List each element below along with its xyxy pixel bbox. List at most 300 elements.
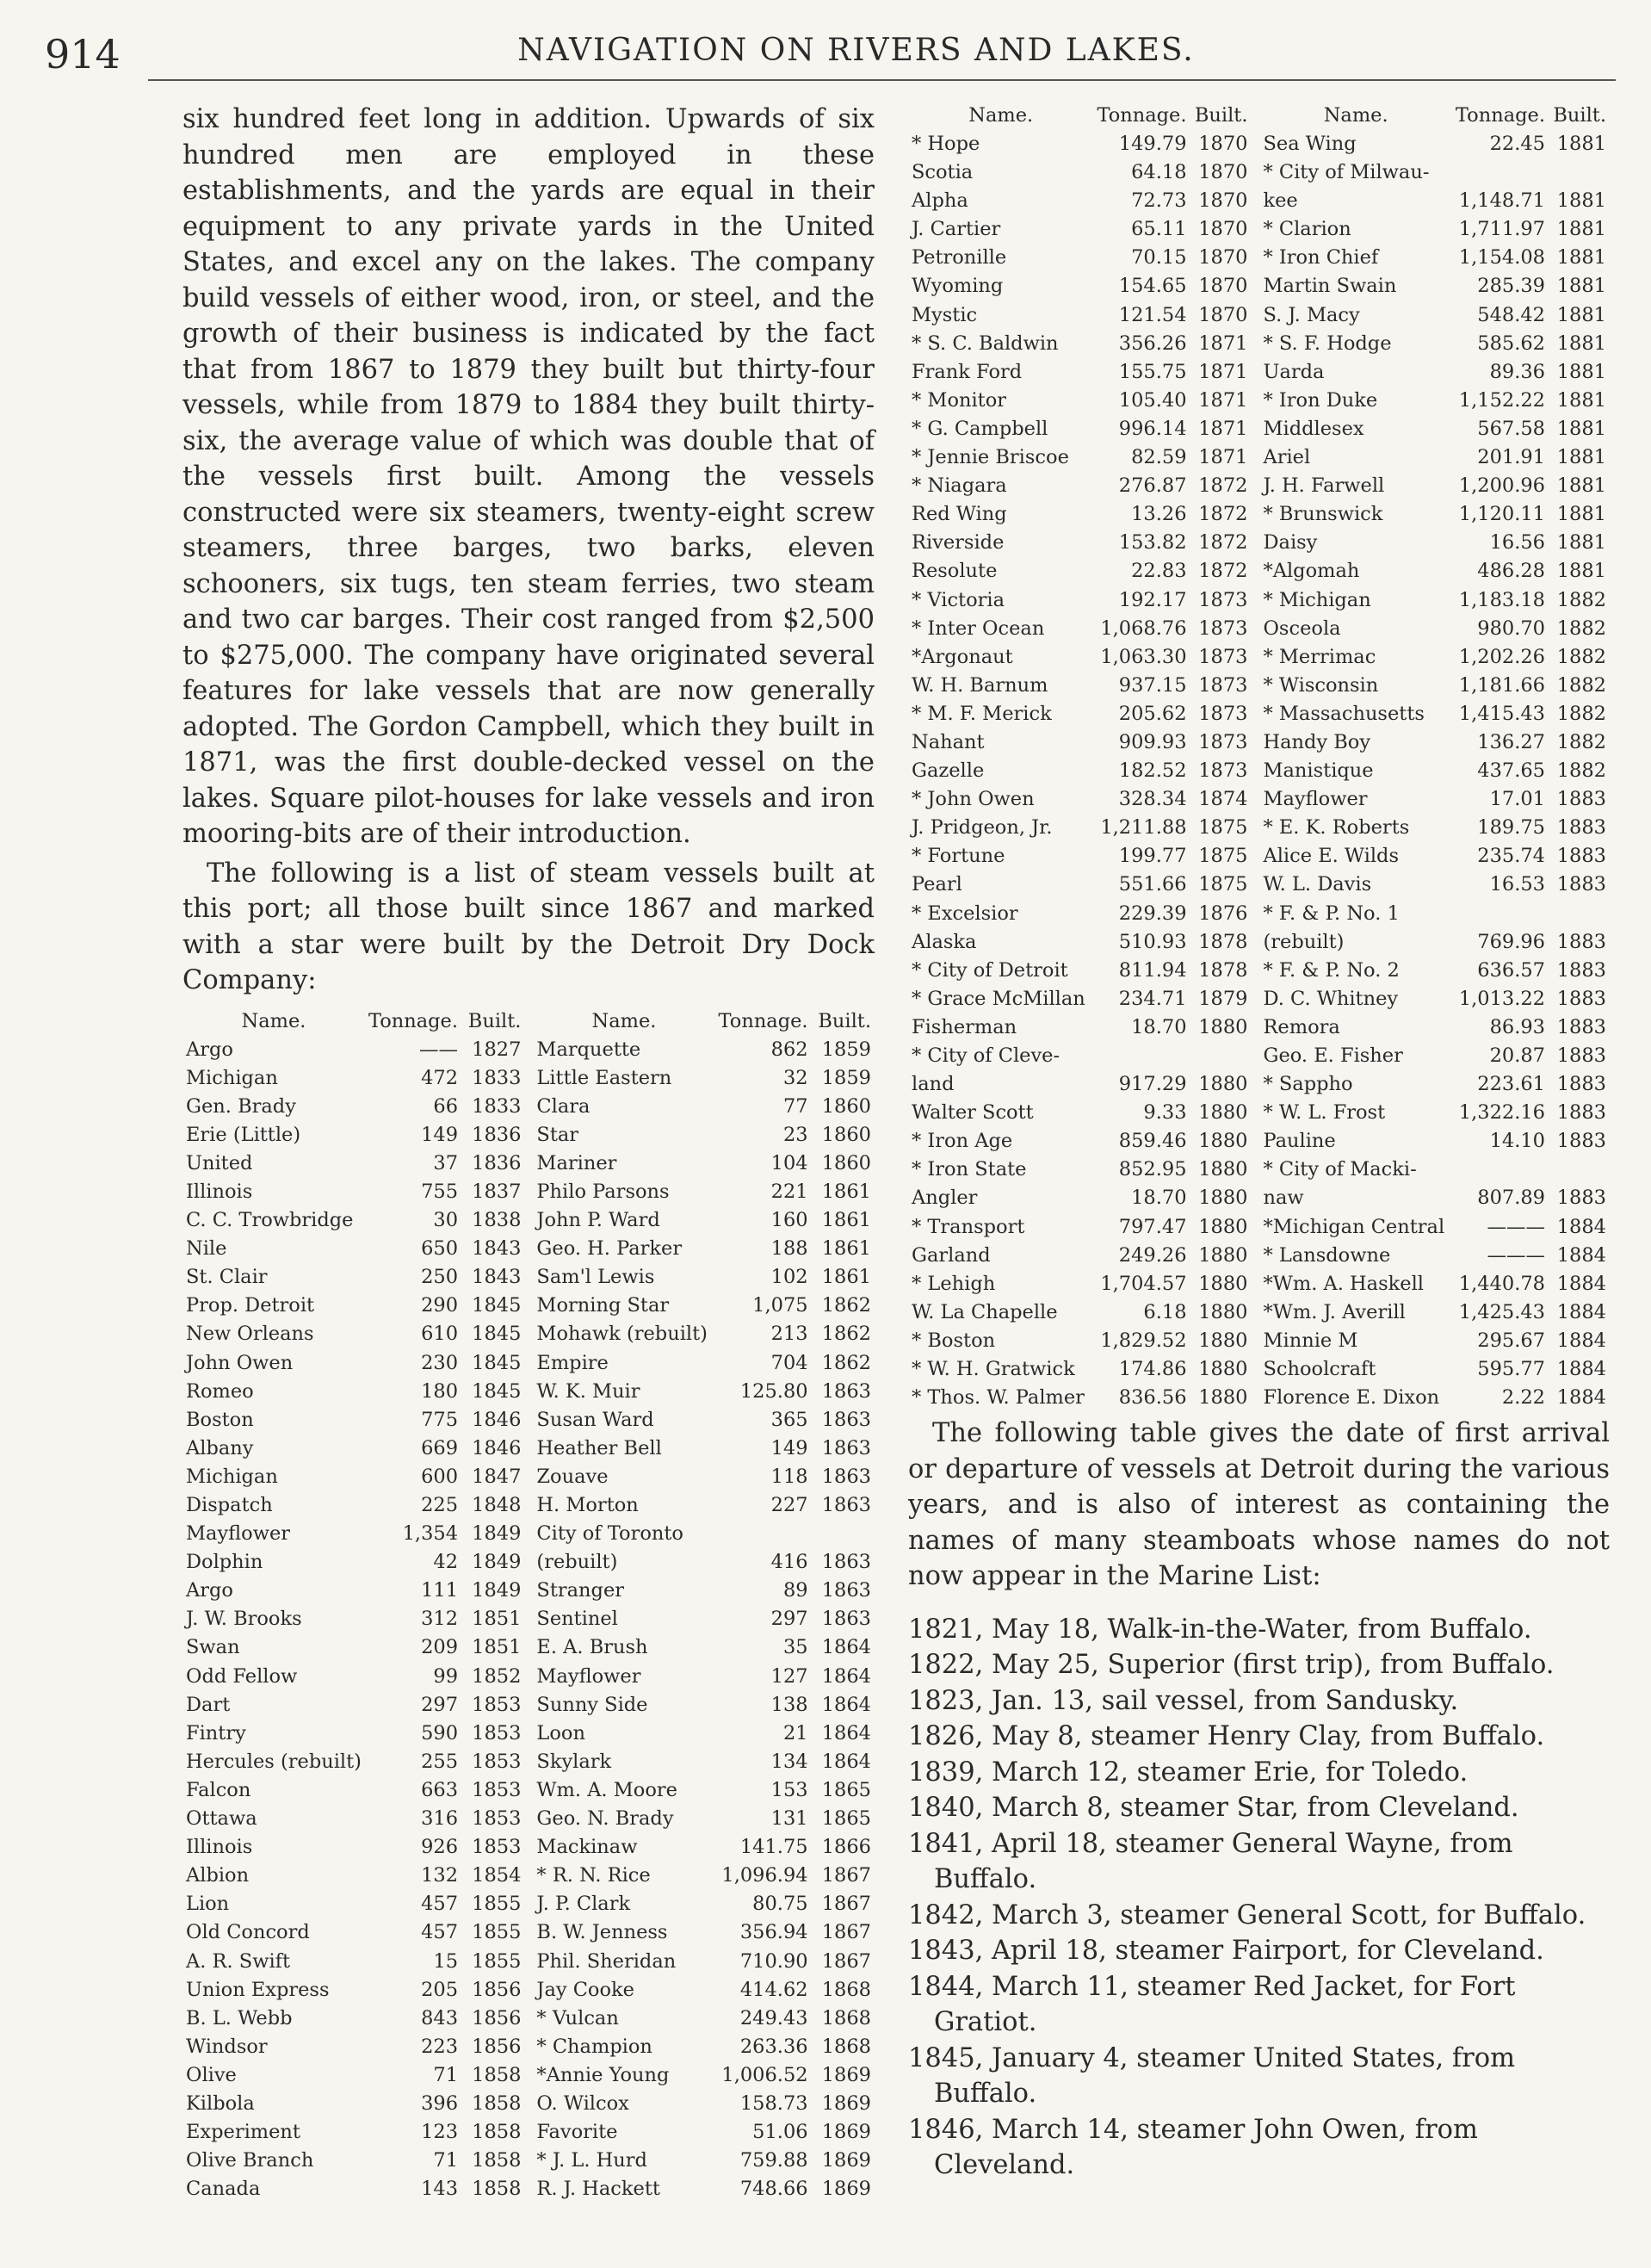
- tonnage-cell: 457: [421, 1921, 459, 1944]
- tonnage-cell: 18.70: [1131, 1015, 1187, 1038]
- tonnage-cell: 297: [770, 1608, 808, 1631]
- vessel-name-cell: * J. L. Hurd: [536, 2149, 647, 2172]
- tonnage-cell: 1,063.30: [1100, 645, 1187, 668]
- table-header-row: [182, 1007, 875, 1036]
- tonnage-cell: 64.18: [1131, 161, 1187, 184]
- vessel-name-cell: Lion: [186, 1893, 230, 1916]
- vessel-name-cell: Romeo: [186, 1379, 254, 1403]
- tonnage-cell: 105.40: [1118, 388, 1187, 412]
- built-year-cell: 1881: [1556, 360, 1606, 383]
- tonnage-cell: 136.27: [1477, 730, 1545, 753]
- tonnage-cell: 158.73: [739, 2091, 808, 2115]
- tonnage-cell: 230: [421, 1351, 459, 1374]
- built-year-cell: [1549, 900, 1610, 928]
- tonnage-cell: 610: [421, 1323, 459, 1346]
- tonnage-cell: [1452, 900, 1549, 928]
- tonnage-cell: 1,202.26: [1458, 645, 1545, 668]
- tonnage-cell: 328.34: [1118, 788, 1187, 811]
- built-year-cell: 1867: [821, 1921, 871, 1944]
- tonnage-cell: 35: [782, 1636, 808, 1659]
- vessel-name-cell: W. L. Davis: [1263, 873, 1372, 896]
- vessel-name-cell: Dart: [186, 1693, 231, 1716]
- built-year-cell: 1880: [1198, 1015, 1248, 1038]
- built-year-cell: 1881: [1556, 218, 1606, 241]
- chronology-item: 1842, March 3, steamer General Scott, for Buffalo.: [908, 1899, 1586, 1930]
- table-row: [182, 2175, 875, 2203]
- built-year-cell: 1870: [1198, 275, 1248, 298]
- chronology-list: [908, 1612, 1610, 2184]
- table-row: [908, 330, 1610, 358]
- table-row: [908, 158, 1610, 187]
- vessel-name-cell: Little Eastern: [536, 1066, 672, 1089]
- vessel-name-cell: St. Clair: [186, 1266, 268, 1289]
- vessel-name-cell: Middlesex: [1263, 417, 1364, 440]
- built-year-cell: 1872: [1198, 531, 1248, 555]
- tonnage-cell: 980.70: [1477, 617, 1545, 640]
- built-year-cell: 1853: [472, 1750, 522, 1773]
- tonnage-cell: 1,120.11: [1458, 503, 1545, 526]
- tonnage-cell: 21: [782, 1721, 808, 1744]
- chronology-item: 1841, April 18, steamer General Wayne, from Buffalo.: [908, 1828, 1513, 1895]
- built-year-cell: 1862: [821, 1294, 871, 1317]
- tonnage-cell: 437.65: [1477, 759, 1545, 783]
- built-year-cell: 1883: [1556, 1130, 1606, 1153]
- built-year-cell: 1873: [1198, 617, 1248, 640]
- vessel-name-cell: Argo: [186, 1579, 233, 1602]
- built-year-cell: 1865: [821, 1807, 871, 1831]
- built-year-cell: 1884: [1556, 1215, 1606, 1238]
- vessel-name-cell: Red Wing: [912, 503, 1007, 526]
- table-row: [182, 1918, 875, 1947]
- table-row: [182, 1491, 875, 1520]
- vessel-name-cell: Angler: [912, 1187, 978, 1210]
- built-year-cell: 1872: [1198, 560, 1248, 583]
- vessel-name-cell: New Orleans: [186, 1323, 314, 1346]
- column-header: Name.: [1323, 104, 1388, 127]
- vessel-name-cell: Alpha: [912, 189, 968, 213]
- vessel-name-cell: W. H. Barnum: [912, 673, 1048, 697]
- left-column: [182, 102, 875, 2203]
- built-year-cell: 1881: [1556, 446, 1606, 469]
- tonnage-cell: 595.77: [1477, 1358, 1545, 1381]
- vessel-name-cell: * W. L. Frost: [1263, 1101, 1386, 1125]
- built-year-cell: 1861: [821, 1180, 871, 1203]
- tonnage-cell: 227: [770, 1494, 808, 1516]
- table-row: [908, 672, 1610, 700]
- built-year-cell: 1867: [821, 1864, 871, 1887]
- built-year-cell: 1882: [1556, 702, 1606, 725]
- tonnage-cell: 1,211.88: [1100, 816, 1187, 840]
- vessel-name-cell: Daisy: [1263, 531, 1318, 555]
- vessel-name-cell: Garland: [912, 1243, 991, 1267]
- tonnage-cell: 225: [421, 1494, 459, 1516]
- built-year-cell: 1854: [472, 1864, 522, 1887]
- body-paragraph: six hundred feet long in addition. Upwards of six hundred men are employed in these establishments, and the yards are equal in their equipment to any private yards in the United States, and excel any on the lakes. The company build vessels of either wood, iron, or steel, and the growth of their business is indicated by the fact that from 1867 to 1879 they built but thirty-four vessels, while from 1879 to 1884 they built thirty-six, the average value of which was double that of the vessels first built. Among the vessels constructed were six steamers, twenty-eight screw steamers, three barges, two barks, eleven schooners, six tugs, ten steam ferries, two steam and two car barges. Their cost ranged from $2,500 to $275,000. The company have originated several features for lake vessels that are now generally adopted. The Gordon Campbell, which they built in 1871, was the first double-decked vessel on the lakes. Square pilot-houses for lake vessels and iron mooring-bits are of their introduction.: [182, 104, 875, 849]
- tonnage-cell: 82.59: [1131, 446, 1187, 469]
- vessel-name-cell: Boston: [186, 1408, 254, 1431]
- table-row: [908, 1213, 1610, 1242]
- built-year-cell: 1864: [821, 1664, 871, 1688]
- vessel-name-cell: Argo: [186, 1038, 233, 1061]
- built-year-cell: 1865: [821, 1778, 871, 1801]
- built-year-cell: 1873: [1198, 730, 1248, 753]
- vessel-name-cell: land: [912, 1073, 955, 1096]
- tonnage-cell: 356.26: [1118, 332, 1187, 355]
- vessel-name-cell: Sentinel: [536, 1608, 618, 1631]
- built-year-cell: 1883: [1556, 845, 1606, 868]
- built-year-cell: 1858: [472, 2121, 522, 2144]
- vessel-name-cell: W. La Chapelle: [912, 1300, 1058, 1323]
- tonnage-cell: 926: [421, 1836, 459, 1859]
- table-row: [908, 557, 1610, 586]
- chronology-item: 1823, Jan. 13, sail vessel, from Sandusky.: [908, 1685, 1459, 1716]
- table-row: [908, 1242, 1610, 1270]
- tonnage-cell: 836.56: [1118, 1386, 1187, 1410]
- tonnage-cell: 249.43: [739, 2006, 808, 2029]
- vessel-name-cell: Ariel: [1263, 446, 1311, 469]
- tonnage-cell: 71: [433, 2149, 459, 2172]
- vessel-name-cell: * Inter Ocean: [912, 617, 1045, 640]
- table-row: [182, 1976, 875, 2005]
- chronology-item: 1822, May 25, Superior (first trip), from Buffalo.: [908, 1650, 1555, 1681]
- built-year-cell: 1836: [472, 1151, 522, 1174]
- vessel-name-cell: Petronille: [912, 246, 1007, 270]
- column-header: Name.: [241, 1009, 306, 1032]
- tonnage-cell: 356.94: [739, 1921, 808, 1944]
- vessel-name-cell: * Merrimac: [1263, 645, 1376, 668]
- table-row: [182, 1805, 875, 1833]
- tonnage-cell: 16.56: [1489, 531, 1545, 555]
- tonnage-cell: 1,425.43: [1458, 1300, 1545, 1323]
- vessel-name-cell: * G. Campbell: [912, 417, 1048, 440]
- built-year-cell: 1859: [821, 1038, 871, 1061]
- tonnage-cell: 223.61: [1477, 1073, 1545, 1096]
- built-year-cell: 1853: [472, 1807, 522, 1831]
- vessel-name-cell: Swan: [186, 1636, 240, 1659]
- built-year-cell: 1859: [821, 1066, 871, 1089]
- table-row: [908, 928, 1610, 957]
- vessel-name-cell: Mayflower: [186, 1522, 291, 1546]
- built-year-cell: 1869: [821, 2178, 871, 2201]
- tonnage-cell: 118: [770, 1465, 808, 1488]
- table-row: [908, 586, 1610, 615]
- built-year-cell: 1882: [1556, 645, 1606, 668]
- tonnage-cell: 6.18: [1143, 1300, 1187, 1323]
- built-year-cell: 1881: [1556, 474, 1606, 498]
- vessel-name-cell: Odd Fellow: [186, 1664, 298, 1688]
- tonnage-cell: 636.57: [1477, 958, 1545, 982]
- vessel-name-cell: Clara: [536, 1094, 591, 1118]
- chronology-item: 1843, April 18, steamer Fairport, for Cleveland.: [908, 1936, 1544, 1967]
- table-row: [908, 244, 1610, 272]
- vessel-name-cell: Pearl: [912, 873, 962, 896]
- vessel-name-cell: Minnie M: [1263, 1329, 1358, 1352]
- built-year-cell: 1867: [821, 1893, 871, 1916]
- vessel-name-cell: Dolphin: [186, 1551, 263, 1574]
- built-year-cell: 1873: [1198, 702, 1248, 725]
- tonnage-cell: 650: [421, 1237, 459, 1261]
- vessel-name-cell: Erie (Little): [186, 1123, 301, 1146]
- built-year-cell: 1875: [1198, 845, 1248, 868]
- table-row: [908, 1099, 1610, 1127]
- tonnage-cell: 102: [770, 1266, 808, 1289]
- tonnage-cell: 567.58: [1477, 417, 1545, 440]
- built-year-cell: 1875: [1198, 816, 1248, 840]
- built-year-cell: 1881: [1556, 246, 1606, 270]
- built-year-cell: 1863: [821, 1551, 871, 1574]
- tonnage-cell: 249.26: [1118, 1243, 1187, 1267]
- tonnage-cell: 89.36: [1489, 360, 1545, 383]
- built-year-cell: 1883: [1556, 1073, 1606, 1096]
- tonnage-cell: 189.75: [1477, 816, 1545, 840]
- table-header-row: [908, 102, 1610, 130]
- table-row: [908, 700, 1610, 728]
- running-title: NAVIGATION ON RIVERS AND LAKES.: [517, 33, 1195, 68]
- vessel-name-cell: J. H. Farwell: [1263, 474, 1385, 498]
- tonnage-cell: 205: [421, 1978, 459, 2001]
- tonnage-cell: 111: [421, 1579, 459, 1602]
- vessel-name-cell: * Hope: [912, 133, 980, 155]
- vessel-name-cell: Favorite: [536, 2121, 618, 2144]
- tonnage-cell: 250: [421, 1266, 459, 1289]
- vessel-name-cell: Alaska: [912, 930, 977, 953]
- built-year-cell: 1863: [821, 1579, 871, 1602]
- built-year-cell: 1883: [1556, 816, 1606, 840]
- vessel-name-cell: Falcon: [186, 1778, 251, 1801]
- built-year-cell: 1864: [821, 1750, 871, 1773]
- vessel-name-cell: * City of Milwau-: [1263, 161, 1430, 184]
- table-row: [908, 130, 1610, 158]
- tonnage-cell: 1,013.22: [1458, 987, 1545, 1010]
- vessel-name-cell: A. R. Swift: [186, 1949, 291, 1973]
- tonnage-cell: 263.36: [739, 2035, 808, 2058]
- built-year-cell: 1836: [472, 1123, 522, 1146]
- built-year-cell: 1876: [1198, 902, 1248, 925]
- tonnage-cell: 205.62: [1118, 702, 1187, 725]
- vessel-name-cell: Uarda: [1263, 360, 1325, 383]
- tonnage-cell: 859.46: [1118, 1130, 1187, 1153]
- built-year-cell: 1883: [1556, 1187, 1606, 1210]
- tonnage-cell: 127: [770, 1664, 808, 1688]
- tonnage-cell: 909.93: [1118, 730, 1187, 753]
- table-row: [908, 1298, 1610, 1327]
- table-row: [182, 1149, 875, 1178]
- vessel-name-cell: * Champion: [536, 2035, 652, 2058]
- table-row: [182, 1862, 875, 1890]
- header-rule: [148, 79, 1616, 81]
- vessel-name-cell: *Wm. A. Haskell: [1263, 1272, 1424, 1295]
- vessel-name-cell: Resolute: [912, 560, 998, 583]
- tonnage-cell: 70.15: [1131, 246, 1187, 270]
- vessel-name-cell: Loon: [536, 1721, 585, 1744]
- vessel-name-cell: * John Owen: [912, 788, 1035, 811]
- tonnage-cell: 20.87: [1489, 1044, 1545, 1067]
- right-column: [908, 102, 1610, 2184]
- built-year-cell: 1843: [472, 1266, 522, 1289]
- table-row: [182, 1520, 875, 1548]
- table-row: [182, 1093, 875, 1121]
- built-year-cell: 1879: [1198, 987, 1248, 1010]
- vessel-name-cell: B. W. Jenness: [536, 1921, 668, 1944]
- built-year-cell: 1884: [1556, 1300, 1606, 1323]
- tonnage-cell: 22.83: [1131, 560, 1187, 583]
- vessel-name-cell: W. K. Muir: [536, 1379, 640, 1403]
- built-year-cell: 1882: [1556, 617, 1606, 640]
- built-year-cell: 1880: [1198, 1130, 1248, 1153]
- tonnage-cell: 365: [770, 1408, 808, 1431]
- table-row: [908, 1156, 1610, 1184]
- tonnage-cell: 235.74: [1477, 845, 1545, 868]
- tonnage-cell: 209: [421, 1636, 459, 1659]
- vessel-name-cell: Heather Bell: [536, 1436, 662, 1459]
- vessel-name-cell: *Algomah: [1263, 560, 1360, 583]
- vessel-name-cell: S. J. Macy: [1263, 303, 1360, 326]
- page-number: 914: [45, 31, 121, 77]
- tonnage-cell: 1,183.18: [1458, 588, 1545, 611]
- tonnage-cell: 199.77: [1118, 845, 1187, 868]
- tonnage-cell: 132: [421, 1864, 459, 1887]
- vessel-name-cell: * Excelsior: [912, 902, 1018, 925]
- built-year-cell: 1884: [1556, 1272, 1606, 1295]
- table-row: [908, 900, 1610, 928]
- chronology-item: 1826, May 8, steamer Henry Clay, from Buffalo.: [908, 1721, 1545, 1752]
- table-row: [908, 757, 1610, 785]
- tonnage-cell: 1,829.52: [1100, 1329, 1187, 1352]
- built-year-cell: 1851: [472, 1608, 522, 1631]
- vessel-name-cell: R. J. Hackett: [536, 2178, 660, 2201]
- column-header: Built.: [818, 1009, 871, 1032]
- built-year-cell: 1880: [1198, 1215, 1248, 1238]
- built-year-cell: 1883: [1556, 873, 1606, 896]
- table-row: [908, 985, 1610, 1013]
- vessel-name-cell: * Michigan: [1263, 588, 1371, 611]
- built-year-cell: 1863: [821, 1436, 871, 1459]
- built-year-cell: 1881: [1556, 531, 1606, 555]
- vessel-name-cell: Dispatch: [186, 1494, 273, 1516]
- built-year-cell: 1833: [472, 1094, 522, 1118]
- vessel-name-cell: Scotia: [912, 161, 974, 184]
- table-row: [908, 187, 1610, 215]
- vessel-name-cell: * Lansdowne: [1263, 1243, 1391, 1267]
- chronology-item: 1845, January 4, steamer United States, from Buffalo.: [908, 2042, 1516, 2110]
- built-year-cell: 1871: [1198, 360, 1248, 383]
- built-year-cell: 1845: [472, 1351, 522, 1374]
- table-row: [908, 1042, 1610, 1070]
- vessel-name-cell: * Monitor: [912, 388, 1007, 412]
- vessel-name-cell: Frank Ford: [912, 360, 1023, 383]
- vessel-name-cell: Albany: [186, 1436, 254, 1459]
- built-year-cell: 1846: [472, 1436, 522, 1459]
- built-year-cell: 1852: [472, 1664, 522, 1688]
- built-year-cell: 1849: [472, 1551, 522, 1574]
- built-year-cell: 1843: [472, 1237, 522, 1261]
- tonnage-cell: 138: [770, 1693, 808, 1716]
- tonnage-cell: 1,440.78: [1458, 1272, 1545, 1295]
- built-year-cell: 1880: [1198, 1272, 1248, 1295]
- built-year-cell: 1868: [821, 2006, 871, 2029]
- tonnage-cell: 285.39: [1477, 275, 1545, 298]
- tonnage-cell: 759.88: [739, 2149, 808, 2172]
- built-year-cell: 1883: [1556, 987, 1606, 1010]
- table-row: [182, 1633, 875, 1662]
- vessel-name-cell: Marquette: [536, 1038, 641, 1061]
- tonnage-cell: 852.95: [1118, 1158, 1187, 1181]
- tonnage-cell: 663: [421, 1778, 459, 1801]
- tonnage-cell: 1,152.22: [1458, 388, 1545, 412]
- built-year-cell: 1863: [821, 1379, 871, 1403]
- vessel-name-cell: Ottawa: [186, 1807, 257, 1831]
- tonnage-cell: 862: [770, 1038, 808, 1061]
- column-header: Tonnage.: [1097, 104, 1187, 127]
- tonnage-cell: 77: [782, 1094, 808, 1118]
- tonnage-cell: 811.94: [1118, 958, 1187, 982]
- vessel-name-cell: Geo. H. Parker: [536, 1237, 683, 1261]
- vessel-name-cell: * Wisconsin: [1263, 673, 1379, 697]
- tonnage-cell: 486.28: [1477, 560, 1545, 583]
- table-row: [182, 1890, 875, 1918]
- vessel-name-cell: *Argonaut: [912, 645, 1013, 668]
- table-row: [182, 1349, 875, 1378]
- tonnage-cell: 704: [770, 1351, 808, 1374]
- built-year-cell: 1871: [1198, 332, 1248, 355]
- built-year-cell: 1861: [821, 1209, 871, 1232]
- built-year-cell: 1845: [472, 1379, 522, 1403]
- vessel-name-cell: Hercules (rebuilt): [186, 1750, 362, 1773]
- tonnage-cell: 42: [433, 1551, 459, 1574]
- vessel-name-cell: Nahant: [912, 730, 985, 753]
- table-row: [182, 1320, 875, 1348]
- built-year-cell: 1883: [1556, 958, 1606, 982]
- tonnage-cell: 1,322.16: [1458, 1101, 1545, 1125]
- table-row: [908, 615, 1610, 643]
- tonnage-cell: 14.10: [1489, 1130, 1545, 1153]
- built-year-cell: [1549, 158, 1610, 187]
- vessel-name-cell: Fisherman: [912, 1015, 1017, 1038]
- tonnage-cell: 80.75: [752, 1893, 808, 1916]
- built-year-cell: 1882: [1556, 730, 1606, 753]
- vessel-name-cell: * City of Detroit: [912, 958, 1068, 982]
- tonnage-cell: 155.75: [1118, 360, 1187, 383]
- vessel-name-cell: Experiment: [186, 2121, 300, 2144]
- built-year-cell: 1860: [821, 1123, 871, 1146]
- vessel-name-cell: Manistique: [1263, 759, 1374, 783]
- column-header: Tonnage.: [718, 1009, 808, 1032]
- built-year-cell: 1880: [1198, 1386, 1248, 1410]
- vessel-name-cell: Michigan: [186, 1066, 278, 1089]
- tonnage-cell: 937.15: [1118, 673, 1187, 697]
- page-header: [45, 26, 1616, 77]
- built-year-cell: 1883: [1556, 1044, 1606, 1067]
- vessel-name-cell: * Iron State: [912, 1158, 1027, 1181]
- built-year-cell: 1856: [472, 2006, 522, 2029]
- vessel-name-cell: B. L. Webb: [186, 2006, 293, 2029]
- vessel-name-cell: Sunny Side: [536, 1693, 648, 1716]
- table-row: [908, 1070, 1610, 1099]
- vessel-name-cell: *Annie Young: [536, 2063, 670, 2086]
- vessel-name-cell: * Vulcan: [536, 2006, 619, 2029]
- table-row: [182, 1206, 875, 1235]
- built-year-cell: 1866: [821, 1836, 871, 1859]
- table-row: [182, 1691, 875, 1720]
- vessel-name-cell: Philo Parsons: [536, 1180, 670, 1203]
- tonnage-cell: 590: [421, 1721, 459, 1744]
- tonnage-cell: 192.17: [1118, 588, 1187, 611]
- table-row: [908, 1013, 1610, 1042]
- built-year-cell: 1870: [1198, 189, 1248, 213]
- vessel-name-cell: Old Concord: [186, 1921, 310, 1944]
- vessel-name-cell: Susan Ward: [536, 1408, 654, 1431]
- tonnage-cell: 71: [433, 2063, 459, 2086]
